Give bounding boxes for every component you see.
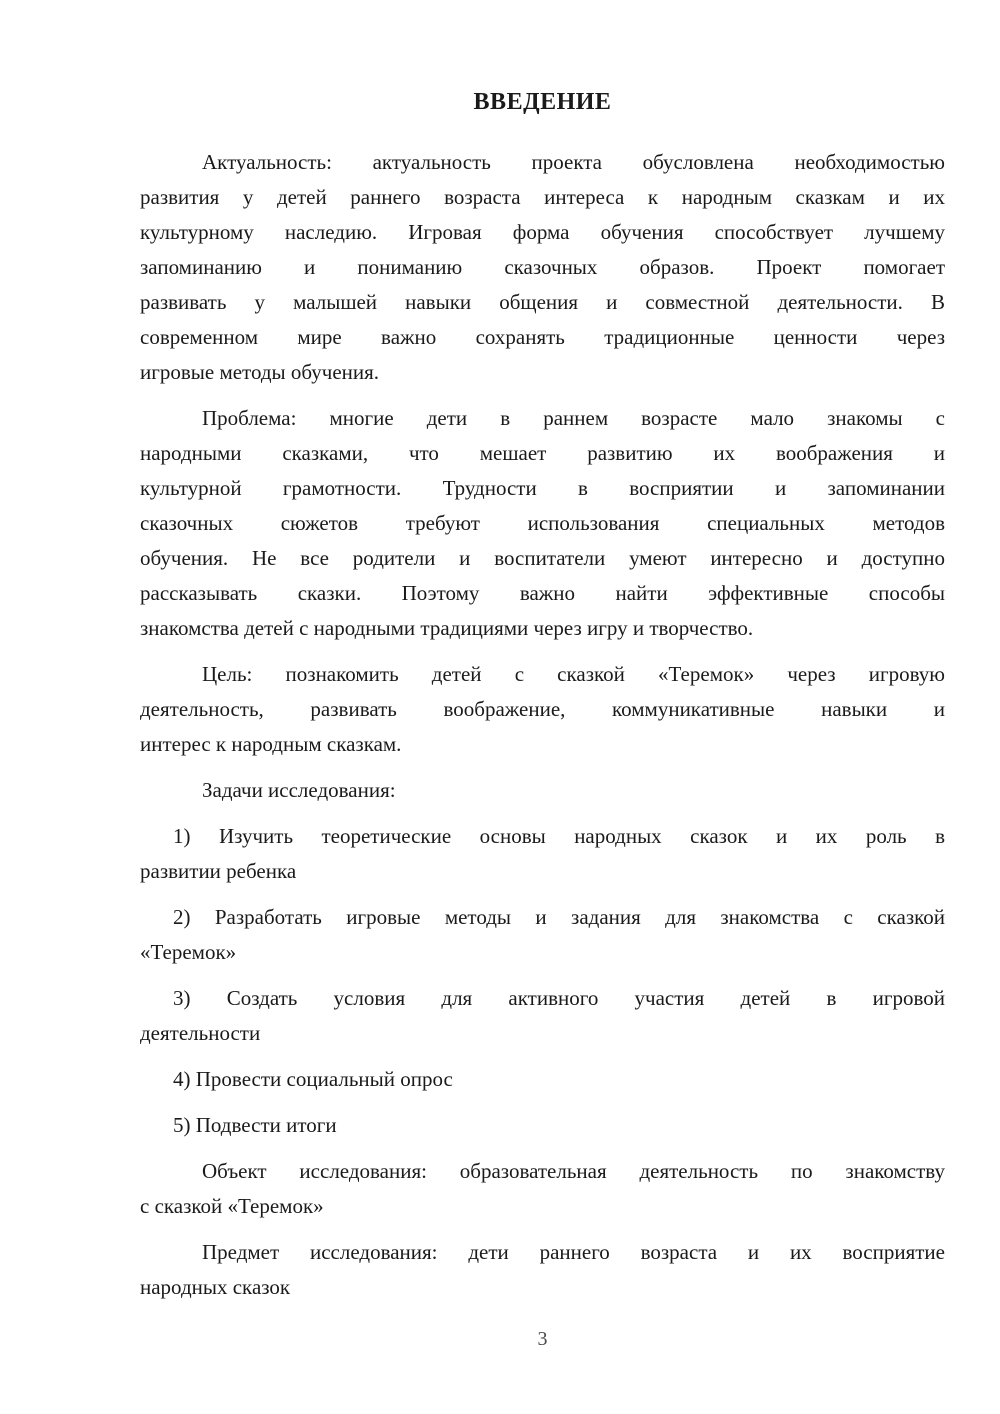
section-title: ВВЕДЕНИЕ	[473, 89, 612, 115]
text-line: обучения. Не все родители и воспитатели умеют интересно и доступно	[140, 546, 945, 570]
text-line: развитии ребенка	[140, 859, 297, 883]
text-line: с сказкой «Теремок»	[140, 1194, 324, 1218]
text-line: запоминанию и пониманию сказочных образов. Проект помогает	[140, 255, 945, 279]
text-line: знакомства детей с народными традициями через игру и творчество.	[140, 616, 754, 640]
paragraph	[140, 657, 945, 762]
text-line: 4) Провести социальный опрос	[173, 1067, 453, 1091]
text-line: культурной грамотности. Трудности в восприятии и запоминании	[140, 476, 945, 500]
list-item	[140, 1062, 945, 1097]
text-line: рассказывать сказки. Поэтому важно найти эффективные способы	[140, 581, 945, 605]
text-line: сказочных сюжетов требуют использования специальных методов	[140, 511, 945, 535]
document-content	[140, 85, 945, 1305]
document-body	[140, 145, 945, 1305]
text-line: Предмет исследования: дети раннего возраста и их восприятие	[202, 1240, 945, 1264]
list-item	[140, 1108, 945, 1143]
text-line: деятельность, развивать воображение, коммуникативные навыки и	[140, 697, 945, 721]
text-line: развивать у малышей навыки общения и совместной деятельности. В	[140, 290, 945, 314]
text-line: игровые методы обучения.	[140, 360, 380, 384]
paragraph	[140, 1154, 945, 1224]
paragraph	[140, 401, 945, 646]
text-line: 2) Разработать игровые методы и задания для знакомства с сказкой	[173, 905, 945, 929]
text-line: Объект исследования: образовательная деятельность по знакомству	[202, 1159, 945, 1183]
text-line: Цель: познакомить детей с сказкой «Теремок» через игровую	[202, 662, 945, 686]
text-line: 3) Создать условия для активного участия детей в игровой	[173, 986, 945, 1010]
text-line: «Теремок»	[140, 940, 237, 964]
list-item	[140, 900, 945, 970]
text-line: Проблема: многие дети в раннем возрасте мало знакомы с	[202, 406, 945, 430]
text-line: развития у детей раннего возраста интереса к народным сказкам и их	[140, 185, 945, 209]
text-line: интерес к народным сказкам.	[140, 732, 402, 756]
paragraph	[140, 1235, 945, 1305]
text-line: Задачи исследования:	[202, 778, 396, 802]
text-line: 5) Подвести итоги	[173, 1113, 337, 1137]
text-line: 1) Изучить теоретические основы народных сказок и их роль в	[173, 824, 945, 848]
text-line: деятельности	[140, 1021, 261, 1045]
text-line: культурному наследию. Игровая форма обучения способствует лучшему	[140, 220, 945, 244]
text-line: народных сказок	[140, 1275, 291, 1299]
text-line: современном мире важно сохранять традиционные ценности через	[140, 325, 945, 349]
page-number: 3	[537, 1328, 548, 1350]
list-item	[140, 819, 945, 889]
text-line: народными сказками, что мешает развитию их воображения и	[140, 441, 945, 465]
list-item	[140, 981, 945, 1051]
paragraph	[140, 145, 945, 390]
paragraph	[140, 773, 945, 808]
text-line: Актуальность: актуальность проекта обусловлена необходимостью	[202, 150, 945, 174]
